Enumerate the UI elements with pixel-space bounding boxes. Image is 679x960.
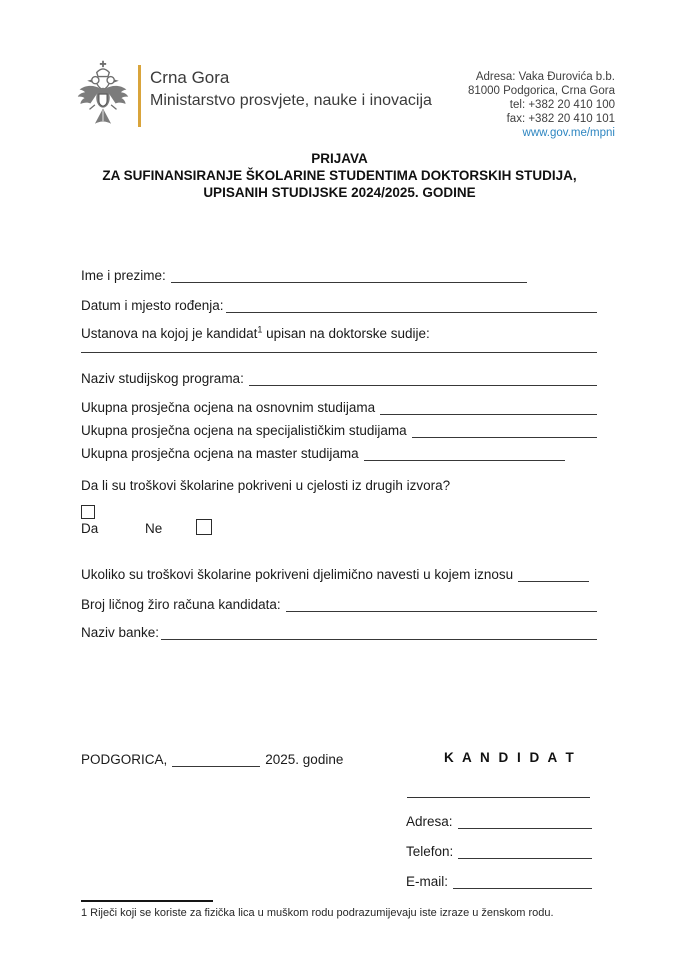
candidate-signature-line[interactable] (407, 781, 590, 798)
field-line-ocjena-master[interactable] (364, 445, 565, 461)
place-date-row (81, 750, 343, 767)
year-label: 2025. godine (265, 752, 344, 767)
field-line-ustanova[interactable] (81, 338, 597, 353)
field-line-ocjena-specijalisticke[interactable] (412, 422, 597, 438)
field-label-iznos: Ukoliko su troškovi školarine pokriveni djelimično navesti u kojem iznosu (81, 567, 514, 582)
place-label: PODGORICA, (81, 752, 168, 767)
org-ministry-name: Ministarstvo prosvjete, nauke i inovacija (150, 92, 432, 109)
field-label-ocjena-specijalisticke: Ukupna prosječna ocjena na specijalističkim studijama (81, 423, 407, 438)
field-line-iznos[interactable] (518, 566, 589, 582)
field-line-ocjena-osnovne[interactable] (380, 399, 597, 415)
field-row-datum (81, 296, 597, 313)
address-tel: tel: +382 20 410 100 (509, 99, 615, 111)
address-fax: fax: +382 20 410 101 (506, 113, 615, 125)
title-line-3: UPISANIH STUDIJSKE 2024/2025. GODINE (203, 185, 476, 200)
checkbox-ne[interactable] (196, 519, 212, 535)
field-row-naziv-programa (81, 369, 597, 386)
field-line-banka[interactable] (161, 624, 597, 640)
org-country-name: Crna Gora (150, 68, 230, 87)
field-row-banka (81, 623, 597, 640)
option-label-ne: Ne (145, 521, 163, 536)
footnote-text: 1 Riječi koji se koriste za fizička lica u muškom rodu podrazumijevaju iste izraze u ženskom rodu. (81, 907, 554, 919)
address-street: Adresa: Vaka Đurovića b.b. (475, 71, 615, 83)
field-label-banka: Naziv banke: (81, 625, 160, 640)
contact-line-telefon[interactable] (458, 843, 592, 859)
header-address-block (468, 70, 615, 140)
website-link[interactable]: www.gov.me/mpni (522, 127, 615, 139)
field-label-ime: Ime i prezime: (81, 268, 166, 283)
field-row-iznos (81, 565, 597, 582)
field-line-datum[interactable] (226, 297, 597, 313)
field-label-datum: Datum i mjesto rođenja: (81, 298, 224, 313)
field-label-ziro-racun: Broj ličnog žiro računa kandidata: (81, 597, 281, 612)
question-other-sources: Da li su troškovi školarine pokriveni u cjelosti iz drugih izvora? (81, 478, 451, 493)
field-row-ocjena-specijalisticke (81, 421, 597, 438)
contact-label-adresa: Adresa: (406, 814, 453, 829)
field-line-naziv-programa[interactable] (249, 370, 597, 386)
date-blank-line[interactable] (172, 751, 260, 767)
footnote-separator (81, 900, 213, 902)
contact-row-adresa (406, 812, 592, 829)
field-label-ocjena-master: Ukupna prosječna ocjena na master studijama (81, 446, 359, 461)
contact-line-email[interactable] (453, 873, 592, 889)
option-label-da: Da (81, 521, 99, 536)
contact-row-telefon (406, 842, 592, 859)
field-line-ime[interactable] (171, 267, 527, 283)
title-line-2: ZA SUFINANSIRANJE ŠKOLARINE STUDENTIMA DOKTORSKIH STUDIJA, (102, 168, 577, 183)
field-row-ziro-racun (81, 595, 597, 612)
field-line-ziro-racun[interactable] (286, 596, 597, 612)
candidate-heading: K A N D I D A T (444, 750, 577, 765)
contact-row-email (406, 872, 592, 889)
field-label-naziv-programa: Naziv studijskog programa: (81, 371, 244, 386)
field-row-ocjena-osnovne (81, 398, 597, 415)
contact-line-adresa[interactable] (458, 813, 592, 829)
field-label-ustanova: Ustanova na kojoj je kandidat$^1$ upisan na doktorske sudije: (81, 324, 430, 341)
checkbox-da[interactable] (81, 505, 95, 519)
montenegro-coat-of-arms-icon (76, 59, 130, 131)
document-title (0, 150, 679, 201)
footnote-ref-1: 1 (257, 324, 263, 335)
header-gold-divider (138, 65, 141, 127)
address-city: 81000 Podgorica, Crna Gora (467, 85, 615, 97)
field-label-ocjena-osnovne: Ukupna prosječna ocjena na osnovnim studijama (81, 400, 376, 415)
field-row-ocjena-master (81, 444, 597, 461)
contact-label-telefon: Telefon: (406, 844, 454, 859)
title-line-1: PRIJAVA (311, 151, 368, 166)
contact-label-email: E-mail: (406, 874, 449, 889)
field-row-ime (81, 266, 597, 283)
